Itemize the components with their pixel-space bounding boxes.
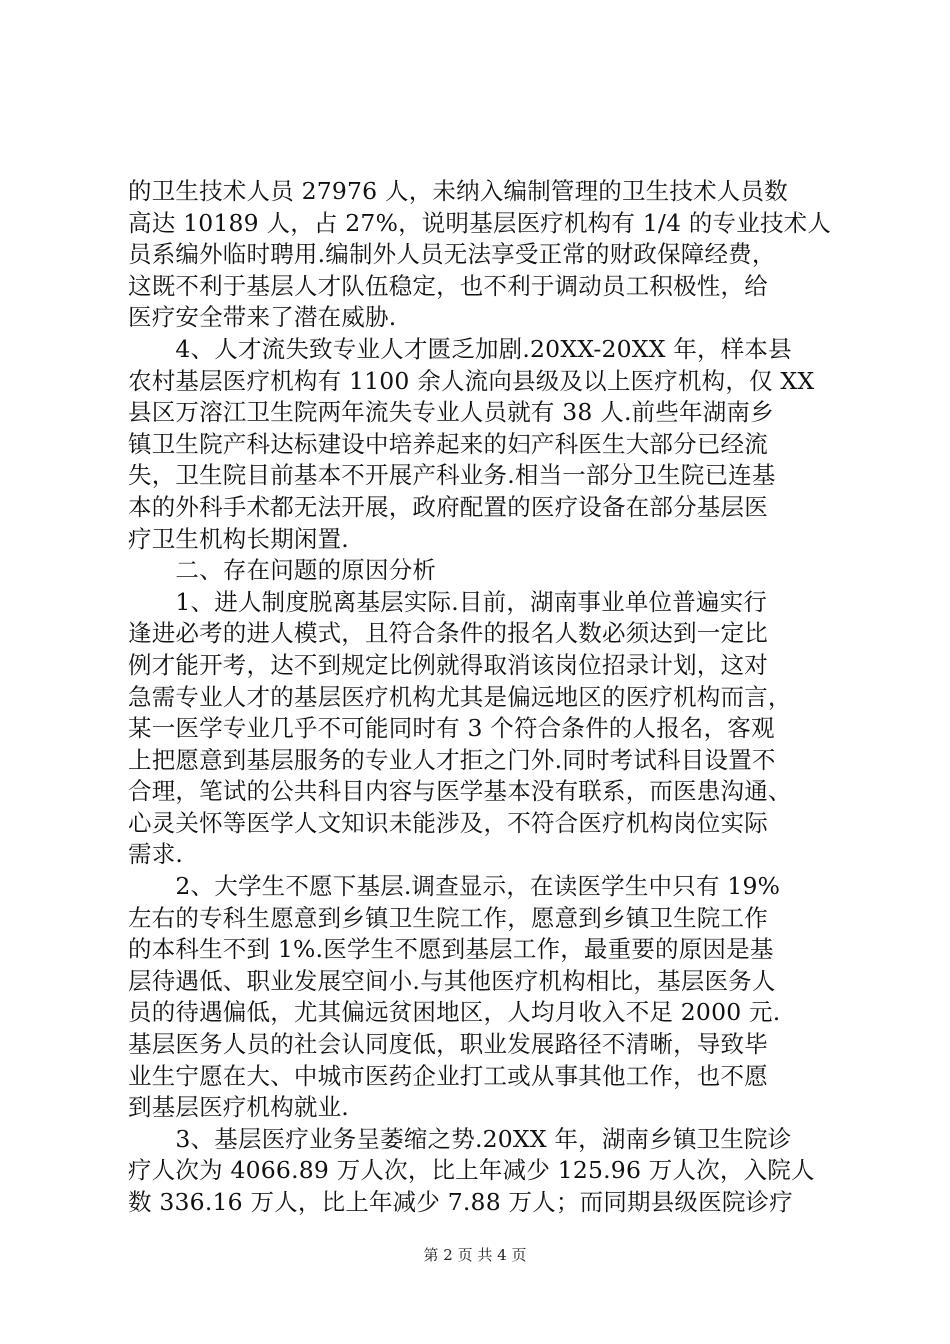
text-line: 县区万溶江卫生院两年流失专业人员就有 38 人.前些年湖南乡 [128,398,774,427]
text-line: 逢进必考的进人模式，且符合条件的报名人数必须达到一定比 [128,619,768,648]
text-line: 需求. [128,840,184,869]
text-line: 到基层医疗机构就业. [128,1093,349,1122]
text-line: 这既不利于基层人才队伍稳定，也不利于调动员工积极性，给 [128,271,768,300]
text-line: 2、大学生不愿下基层.调查显示，在读医学生中只有 19% [128,872,781,901]
text-line: 本的外科手术都无法开展，政府配置的医疗设备在部分基层医 [128,492,768,521]
text-line: 的本科生不到 1%.医学生不愿到基层工作，最重要的原因是基 [128,935,774,964]
text-line: 的卫生技术人员 27976 人，未纳入编制管理的卫生技术人员数 [128,177,788,205]
text-line: 心灵关怀等医学人文知识未能涉及，不符合医疗机构岗位实际 [128,808,768,837]
text-line: 业生宁愿在大、中城市医药企业打工或从事其他工作，也不愿 [128,1061,768,1090]
text-line: 员系编外临时聘用.编制外人员无法享受正常的财政保障经费， [128,240,776,269]
text-line: 员的待遇偏低，尤其偏远贫困地区，人均月收入不足 2000 元. [128,998,781,1027]
text-line: 失，卫生院目前基本不开展产科业务.相当一部分卫生院已连基 [128,461,776,490]
text-line: 某一医学专业几乎不可能同时有 3 个符合条件的人报名，客观 [128,714,775,743]
text-line: 基层医务人员的社会认同度低，职业发展路径不清晰，导致毕 [128,1030,768,1059]
text-line: 数 336.16 万人，比上年减少 7.88 万人；而同期县级医院诊疗 [128,1188,793,1216]
text-line: 1、进人制度脱离基层实际.目前，湖南事业单位普遍实行 [128,587,768,616]
text-line: 合理，笔试的公共科目内容与医学基本没有联系，而医患沟通、 [128,777,792,806]
text-line: 疗人次为 4066.89 万人次，比上年减少 125.96 万人次，入院人 [128,1156,815,1185]
text-line: 层待遇低、职业发展空间小.与其他医疗机构相比，基层医务人 [128,966,776,995]
text-line: 3、基层医疗业务呈萎缩之势.20XX 年，湖南乡镇卫生院诊 [128,1124,792,1153]
text-line: 疗卫生机构长期闲置. [128,524,349,553]
text-line: 高达 10189 人，占 27%，说明基层医疗机构有 1/4 的专业技术人 [128,208,832,237]
text-line: 4、人才流失致专业人才匮乏加剧.20XX-20XX 年，样本县 [128,334,792,363]
text-line: 镇卫生院产科达标建设中培养起来的妇产科医生大部分已经流 [128,429,768,458]
text-line: 例才能开考，达不到规定比例就得取消该岗位招录计划，这对 [128,650,768,679]
text-line: 左右的专科生愿意到乡镇卫生院工作，愿意到乡镇卫生院工作 [128,903,768,932]
page-footer: 第 2 页 共 4 页 [423,1246,527,1264]
text-line: 急需专业人才的基层医疗机构尤其是偏远地区的医疗机构而言， [128,682,792,711]
text-line: 医疗安全带来了潜在威胁. [128,303,397,332]
text-line: 农村基层医疗机构有 1100 余人流向县级及以上医疗机构，仅 XX [128,366,815,395]
body-text [128,176,832,1219]
text-line: 上把愿意到基层服务的专业人才拒之门外.同时考试科目设置不 [128,745,776,774]
section-heading: 二、存在问题的原因分析 [128,556,437,585]
